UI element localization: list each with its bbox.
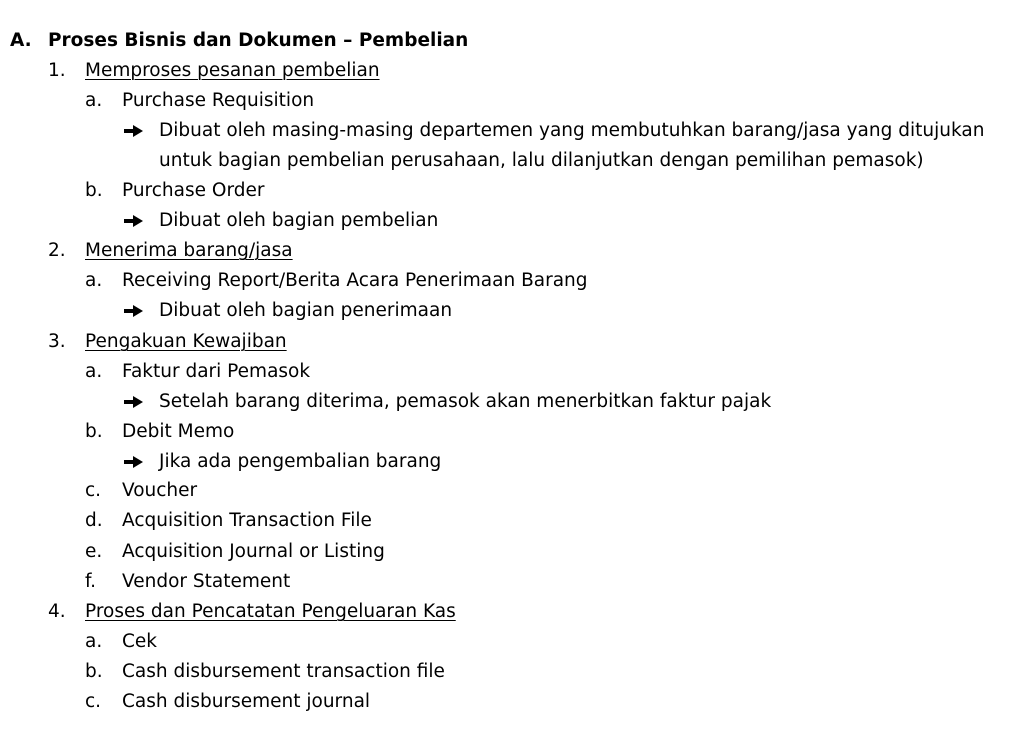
- section-marker: A.: [10, 30, 32, 51]
- subitem-letter: c.: [85, 691, 102, 712]
- note-text: untuk bagian pembelian perusahaan, lalu dilanjutkan dengan pemilihan pemasok): [159, 150, 924, 171]
- item-number: 2.: [48, 240, 66, 261]
- subitem-letter: b.: [85, 661, 103, 682]
- note-text: Dibuat oleh bagian penerimaan: [159, 300, 453, 321]
- right-arrow-icon: [124, 125, 144, 138]
- note-text: Jika ada pengembalian barang: [159, 451, 442, 472]
- subitem-letter: a.: [85, 270, 103, 291]
- subitem-label: Acquisition Journal or Listing: [122, 541, 385, 562]
- subitem-letter: d.: [85, 510, 103, 531]
- note-text: Setelah barang diterima, pemasok akan menerbitkan faktur pajak: [159, 391, 772, 412]
- note-text: Dibuat oleh bagian pembelian: [159, 210, 439, 231]
- item-title: Menerima barang/jasa: [85, 240, 293, 261]
- right-arrow-icon: [124, 456, 144, 469]
- right-arrow-icon: [124, 396, 144, 409]
- right-arrow-icon: [124, 305, 144, 318]
- subitem-label: Cek: [122, 631, 158, 652]
- subitem-label: Vendor Statement: [122, 571, 291, 592]
- item-number: 3.: [48, 331, 66, 352]
- item-title: Pengakuan Kewajiban: [85, 331, 287, 352]
- subitem-letter: a.: [85, 90, 103, 111]
- subitem-label: Debit Memo: [122, 421, 235, 442]
- item-number: 1.: [48, 60, 66, 81]
- item-title: Memproses pesanan pembelian: [85, 60, 380, 81]
- note-text: Dibuat oleh masing-masing departemen yang membutuhkan barang/jasa yang ditujukan: [159, 120, 985, 141]
- right-arrow-icon: [124, 215, 144, 228]
- subitem-label: Faktur dari Pemasok: [122, 361, 311, 382]
- subitem-letter: c.: [85, 480, 102, 501]
- subitem-label: Purchase Requisition: [122, 90, 315, 111]
- subitem-label: Cash disbursement journal: [122, 691, 371, 712]
- subitem-label: Purchase Order: [122, 180, 265, 201]
- subitem-letter: a.: [85, 361, 103, 382]
- item-number: 4.: [48, 601, 66, 622]
- item-title: Proses dan Pencatatan Pengeluaran Kas: [85, 601, 456, 622]
- subitem-letter: a.: [85, 631, 103, 652]
- subitem-label: Receiving Report/Berita Acara Penerimaan Barang: [122, 270, 588, 291]
- subitem-label: Acquisition Transaction File: [122, 510, 372, 531]
- subitem-letter: b.: [85, 180, 103, 201]
- subitem-letter: e.: [85, 541, 103, 562]
- subitem-label: Cash disbursement transaction file: [122, 661, 445, 682]
- section-title: Proses Bisnis dan Dokumen – Pembelian: [48, 30, 469, 51]
- subitem-letter: b.: [85, 421, 103, 442]
- subitem-label: Voucher: [122, 480, 198, 501]
- subitem-letter: f.: [85, 571, 97, 592]
